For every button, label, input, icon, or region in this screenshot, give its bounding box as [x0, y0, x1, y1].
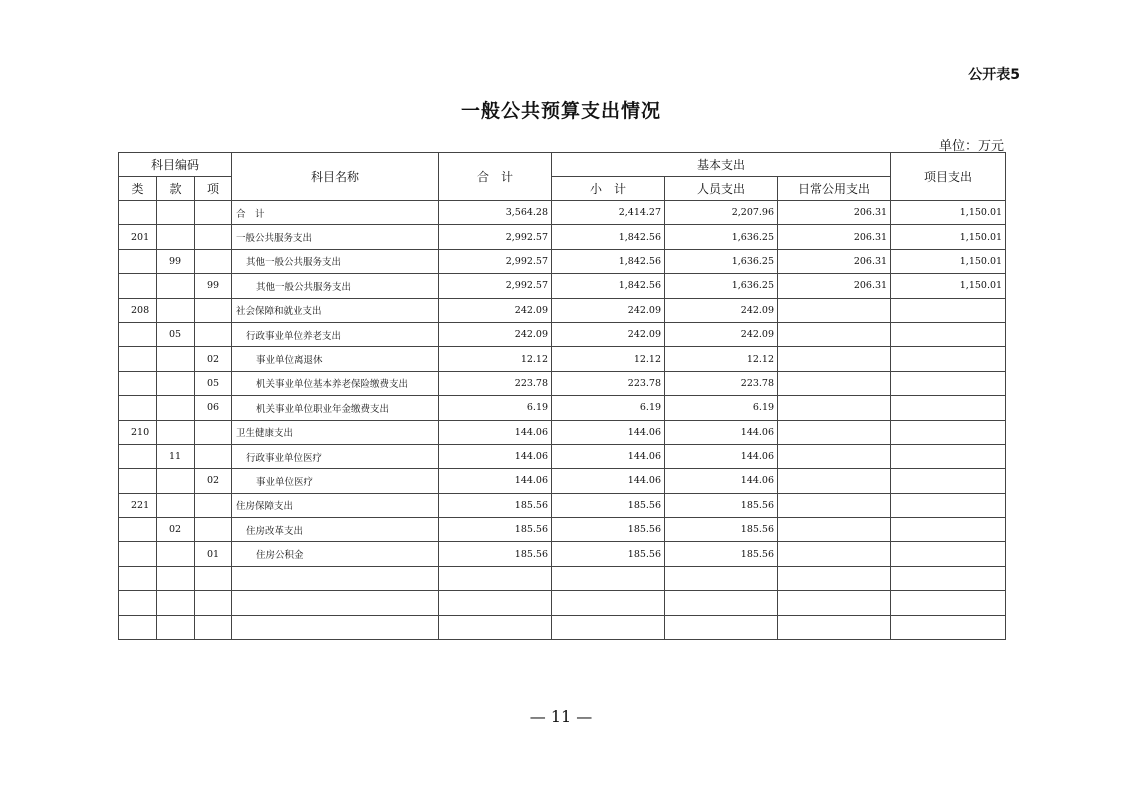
cell-class-code — [119, 396, 157, 420]
cell-project — [891, 469, 1006, 493]
cell-project — [891, 591, 1006, 615]
cell-project — [891, 444, 1006, 468]
cell-subject-name: 机关事业单位职业年金缴费支出 — [232, 396, 439, 420]
cell-subtotal: 144.06 — [552, 444, 665, 468]
cell-section-code: 05 — [157, 322, 195, 346]
cell-subject-name: 社会保障和就业支出 — [232, 298, 439, 322]
cell-subtotal: 242.09 — [552, 298, 665, 322]
cell-subject-name: 行政事业单位养老支出 — [232, 322, 439, 346]
cell-total: 144.06 — [439, 420, 552, 444]
cell-daily — [778, 591, 891, 615]
cell-item-code: 01 — [195, 542, 232, 566]
cell-class-code: 210 — [119, 420, 157, 444]
cell-item-code — [195, 420, 232, 444]
cell-subtotal — [552, 615, 665, 639]
header-code-group: 科目编码 — [119, 153, 232, 177]
cell-class-code: 201 — [119, 225, 157, 249]
budget-expenditure-table — [118, 152, 1006, 640]
cell-total — [439, 591, 552, 615]
cell-class-code — [119, 518, 157, 542]
cell-project — [891, 322, 1006, 346]
cell-total: 6.19 — [439, 396, 552, 420]
cell-personnel: 144.06 — [665, 420, 778, 444]
table-row — [119, 615, 1006, 639]
table-row — [119, 420, 1006, 444]
cell-personnel: 1,636.25 — [665, 225, 778, 249]
cell-personnel — [665, 615, 778, 639]
cell-project — [891, 371, 1006, 395]
cell-section-code — [157, 493, 195, 517]
cell-section-code — [157, 566, 195, 590]
cell-daily — [778, 396, 891, 420]
cell-subtotal: 144.06 — [552, 420, 665, 444]
table-row — [119, 322, 1006, 346]
cell-project — [891, 396, 1006, 420]
cell-subject-name: 其他一般公共服务支出 — [232, 274, 439, 298]
cell-personnel: 185.56 — [665, 493, 778, 517]
page-number: — 11 — — [529, 707, 593, 726]
cell-subtotal: 185.56 — [552, 542, 665, 566]
cell-section-code — [157, 298, 195, 322]
cell-personnel — [665, 591, 778, 615]
table-row — [119, 444, 1006, 468]
table-row — [119, 225, 1006, 249]
cell-project: 1,150.01 — [891, 201, 1006, 225]
cell-item-code: 06 — [195, 396, 232, 420]
cell-class-code — [119, 347, 157, 371]
cell-class-code — [119, 591, 157, 615]
cell-section-code — [157, 274, 195, 298]
cell-total: 2,992.57 — [439, 274, 552, 298]
cell-section-code — [157, 347, 195, 371]
cell-personnel: 144.06 — [665, 444, 778, 468]
cell-subtotal — [552, 591, 665, 615]
cell-personnel: 144.06 — [665, 469, 778, 493]
cell-daily: 206.31 — [778, 225, 891, 249]
cell-total: 144.06 — [439, 469, 552, 493]
cell-subtotal: 1,842.56 — [552, 249, 665, 273]
table-row — [119, 347, 1006, 371]
cell-daily — [778, 444, 891, 468]
cell-project — [891, 493, 1006, 517]
cell-project: 1,150.01 — [891, 249, 1006, 273]
table-row — [119, 591, 1006, 615]
cell-daily — [778, 298, 891, 322]
cell-project — [891, 566, 1006, 590]
cell-section-code — [157, 615, 195, 639]
cell-total: 2,992.57 — [439, 249, 552, 273]
cell-subtotal: 6.19 — [552, 396, 665, 420]
cell-section-code — [157, 371, 195, 395]
cell-item-code — [195, 615, 232, 639]
cell-class-code: 208 — [119, 298, 157, 322]
cell-class-code — [119, 274, 157, 298]
cell-subject-name: 卫生健康支出 — [232, 420, 439, 444]
cell-total: 185.56 — [439, 518, 552, 542]
cell-project — [891, 542, 1006, 566]
cell-subject-name — [232, 591, 439, 615]
cell-subtotal — [552, 566, 665, 590]
cell-subtotal: 185.56 — [552, 493, 665, 517]
cell-item-code — [195, 298, 232, 322]
unit-label: 单位：万元 — [938, 139, 1004, 154]
cell-project — [891, 615, 1006, 639]
cell-class-code — [119, 322, 157, 346]
cell-daily — [778, 420, 891, 444]
cell-subtotal: 1,842.56 — [552, 225, 665, 249]
cell-total: 242.09 — [439, 298, 552, 322]
cell-project — [891, 420, 1006, 444]
table-row — [119, 298, 1006, 322]
cell-section-code — [157, 542, 195, 566]
cell-subject-name: 一般公共服务支出 — [232, 225, 439, 249]
cell-section-code — [157, 225, 195, 249]
cell-project — [891, 298, 1006, 322]
cell-daily — [778, 542, 891, 566]
cell-section-code — [157, 201, 195, 225]
cell-project: 1,150.01 — [891, 274, 1006, 298]
table-row — [119, 371, 1006, 395]
table-row — [119, 274, 1006, 298]
header-total: 合 计 — [439, 153, 552, 201]
page-title: 一般公共预算支出情况 — [460, 100, 661, 122]
cell-item-code — [195, 591, 232, 615]
header-class: 类 — [119, 177, 157, 201]
table-row — [119, 469, 1006, 493]
cell-subject-name: 住房公积金 — [232, 542, 439, 566]
cell-personnel: 242.09 — [665, 298, 778, 322]
cell-subject-name: 事业单位离退休 — [232, 347, 439, 371]
cell-daily — [778, 347, 891, 371]
header-basic-group: 基本支出 — [552, 153, 891, 177]
cell-section-code — [157, 469, 195, 493]
cell-total: 185.56 — [439, 542, 552, 566]
cell-subject-name: 其他一般公共服务支出 — [232, 249, 439, 273]
cell-item-code — [195, 322, 232, 346]
cell-class-code — [119, 615, 157, 639]
cell-class-code — [119, 444, 157, 468]
cell-subject-name: 住房保障支出 — [232, 493, 439, 517]
cell-total: 185.56 — [439, 493, 552, 517]
cell-section-code — [157, 420, 195, 444]
cell-class-code — [119, 542, 157, 566]
cell-personnel: 12.12 — [665, 347, 778, 371]
header-subtotal: 小 计 — [552, 177, 665, 201]
table-row — [119, 518, 1006, 542]
cell-total — [439, 615, 552, 639]
table-row — [119, 396, 1006, 420]
cell-item-code — [195, 493, 232, 517]
cell-project — [891, 518, 1006, 542]
cell-section-code — [157, 396, 195, 420]
cell-subtotal: 185.56 — [552, 518, 665, 542]
cell-personnel: 185.56 — [665, 518, 778, 542]
table-header — [119, 153, 1006, 201]
cell-project — [891, 347, 1006, 371]
header-daily: 日常公用支出 — [778, 177, 891, 201]
cell-item-code: 05 — [195, 371, 232, 395]
cell-subtotal: 144.06 — [552, 469, 665, 493]
cell-personnel — [665, 566, 778, 590]
cell-class-code — [119, 469, 157, 493]
cell-item-code: 02 — [195, 469, 232, 493]
cell-subject-name: 事业单位医疗 — [232, 469, 439, 493]
cell-total — [439, 566, 552, 590]
cell-daily: 206.31 — [778, 201, 891, 225]
cell-item-code — [195, 566, 232, 590]
cell-class-code — [119, 566, 157, 590]
cell-class-code: 221 — [119, 493, 157, 517]
cell-personnel: 1,636.25 — [665, 249, 778, 273]
cell-daily — [778, 518, 891, 542]
cell-subject-name: 合 计 — [232, 201, 439, 225]
cell-total: 144.06 — [439, 444, 552, 468]
table-row — [119, 249, 1006, 273]
table-row — [119, 566, 1006, 590]
cell-personnel: 242.09 — [665, 322, 778, 346]
cell-project: 1,150.01 — [891, 225, 1006, 249]
cell-personnel: 1,636.25 — [665, 274, 778, 298]
cell-daily — [778, 493, 891, 517]
table-row — [119, 542, 1006, 566]
header-personnel: 人员支出 — [665, 177, 778, 201]
cell-total: 242.09 — [439, 322, 552, 346]
table-number-label: 公开表5 — [968, 67, 1020, 83]
cell-class-code — [119, 249, 157, 273]
cell-item-code — [195, 249, 232, 273]
cell-subtotal: 242.09 — [552, 322, 665, 346]
cell-item-code — [195, 518, 232, 542]
cell-personnel: 185.56 — [665, 542, 778, 566]
cell-section-code: 99 — [157, 249, 195, 273]
table-body — [119, 201, 1006, 640]
cell-daily — [778, 371, 891, 395]
cell-subject-name: 行政事业单位医疗 — [232, 444, 439, 468]
cell-total: 223.78 — [439, 371, 552, 395]
cell-daily — [778, 566, 891, 590]
cell-item-code — [195, 225, 232, 249]
cell-subject-name: 住房改革支出 — [232, 518, 439, 542]
cell-subtotal: 2,414.27 — [552, 201, 665, 225]
cell-section-code — [157, 591, 195, 615]
cell-personnel: 223.78 — [665, 371, 778, 395]
cell-subtotal: 1,842.56 — [552, 274, 665, 298]
cell-class-code — [119, 371, 157, 395]
cell-total: 12.12 — [439, 347, 552, 371]
cell-daily — [778, 615, 891, 639]
cell-subject-name — [232, 566, 439, 590]
header-item: 项 — [195, 177, 232, 201]
cell-subject-name: 机关事业单位基本养老保险缴费支出 — [232, 371, 439, 395]
cell-class-code — [119, 201, 157, 225]
cell-item-code: 99 — [195, 274, 232, 298]
header-name: 科目名称 — [232, 153, 439, 201]
cell-item-code: 02 — [195, 347, 232, 371]
cell-section-code: 02 — [157, 518, 195, 542]
cell-section-code: 11 — [157, 444, 195, 468]
cell-daily: 206.31 — [778, 249, 891, 273]
cell-personnel: 6.19 — [665, 396, 778, 420]
table-row — [119, 201, 1006, 225]
header-section: 款 — [157, 177, 195, 201]
header-project: 项目支出 — [891, 153, 1006, 201]
cell-total: 2,992.57 — [439, 225, 552, 249]
cell-item-code — [195, 201, 232, 225]
cell-item-code — [195, 444, 232, 468]
cell-daily — [778, 469, 891, 493]
cell-subtotal: 223.78 — [552, 371, 665, 395]
cell-subject-name — [232, 615, 439, 639]
cell-daily — [778, 322, 891, 346]
cell-personnel: 2,207.96 — [665, 201, 778, 225]
cell-total: 3,564.28 — [439, 201, 552, 225]
cell-subtotal: 12.12 — [552, 347, 665, 371]
table-row — [119, 493, 1006, 517]
cell-daily: 206.31 — [778, 274, 891, 298]
